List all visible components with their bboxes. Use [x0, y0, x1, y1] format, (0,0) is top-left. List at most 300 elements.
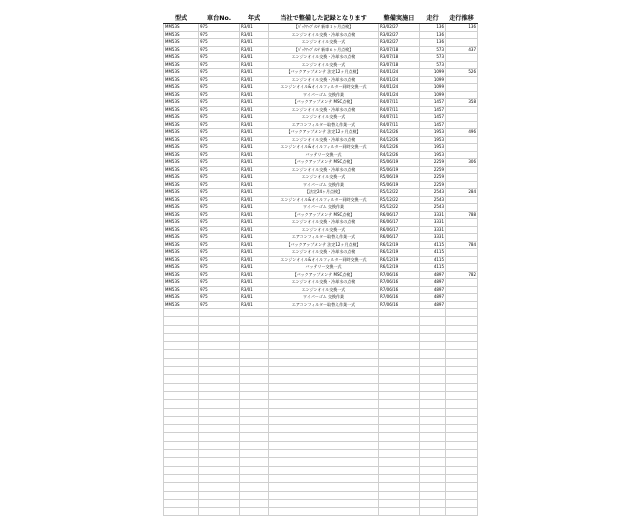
empty-row — [164, 342, 478, 350]
cell-mileage-trend: 784 — [446, 241, 478, 249]
cell-description: エアコンフィルター取替え作業一式 — [269, 121, 379, 129]
cell-mileage: 3331 — [420, 211, 446, 219]
cell-description: 【バックアップメンテ MSC点検】 — [269, 271, 379, 279]
empty-cell — [379, 325, 420, 333]
empty-cell — [379, 391, 420, 399]
empty-cell — [199, 425, 240, 433]
cell-chassis-no: 975 — [199, 234, 240, 242]
cell-description: エンジンオイル交換・冷却水の点検 — [269, 219, 379, 227]
cell-date: R4/12/26 — [379, 129, 420, 137]
empty-cell — [420, 450, 446, 458]
table-row — [164, 129, 478, 137]
cell-mileage: 2259 — [420, 166, 446, 174]
cell-description: エンジンオイル交換・冷却水の点検 — [269, 54, 379, 62]
empty-cell — [240, 499, 269, 507]
empty-cell — [269, 483, 379, 491]
empty-cell — [164, 367, 199, 375]
cell-year: R3/01 — [240, 31, 269, 39]
cell-model: MM53S — [164, 294, 199, 302]
cell-mileage-trend: 788 — [446, 211, 478, 219]
table-row — [164, 114, 478, 122]
cell-mileage: 2259 — [420, 159, 446, 167]
empty-cell — [164, 325, 199, 333]
cell-description: エンジンオイル交換・冷却水の点検 — [269, 31, 379, 39]
empty-cell — [420, 342, 446, 350]
cell-chassis-no: 975 — [199, 129, 240, 137]
table-row — [164, 279, 478, 287]
empty-cell — [446, 383, 478, 391]
header-description: 当社で整備した記録となります — [269, 11, 379, 24]
cell-chassis-no: 975 — [199, 211, 240, 219]
empty-cell — [446, 466, 478, 474]
header-row — [164, 11, 478, 24]
table-row — [164, 91, 478, 99]
cell-mileage: 1457 — [420, 106, 446, 114]
empty-cell — [446, 483, 478, 491]
empty-cell — [420, 391, 446, 399]
empty-cell — [164, 400, 199, 408]
empty-cell — [446, 391, 478, 399]
empty-cell — [379, 350, 420, 358]
cell-chassis-no: 975 — [199, 84, 240, 92]
cell-mileage-trend — [446, 219, 478, 227]
empty-cell — [446, 425, 478, 433]
cell-model: MM53S — [164, 24, 199, 32]
empty-cell — [269, 458, 379, 466]
header-year: 年式 — [240, 11, 269, 24]
cell-chassis-no: 975 — [199, 166, 240, 174]
cell-model: MM53S — [164, 114, 199, 122]
cell-date: R7/06/16 — [379, 271, 420, 279]
cell-description: 【法定24ヶ月点検】 — [269, 189, 379, 197]
cell-date: R3/07/18 — [379, 54, 420, 62]
cell-description: エンジンオイル交換・冷却水の点検 — [269, 106, 379, 114]
empty-cell — [446, 333, 478, 341]
header-mileage-trend: 走行推移 — [446, 11, 478, 24]
cell-chassis-no: 975 — [199, 46, 240, 54]
cell-mileage: 1099 — [420, 76, 446, 84]
empty-cell — [269, 309, 379, 317]
cell-date: R4/12/26 — [379, 136, 420, 144]
cell-mileage-trend — [446, 286, 478, 294]
empty-cell — [240, 433, 269, 441]
cell-mileage-trend — [446, 106, 478, 114]
cell-year: R3/01 — [240, 106, 269, 114]
cell-mileage: 573 — [420, 54, 446, 62]
table-row — [164, 166, 478, 174]
empty-cell — [446, 309, 478, 317]
cell-year: R3/01 — [240, 249, 269, 257]
cell-description: エンジンオイル交換一式 — [269, 61, 379, 69]
empty-cell — [379, 474, 420, 482]
cell-date: R3/07/18 — [379, 46, 420, 54]
cell-mileage-trend: 437 — [446, 46, 478, 54]
cell-model: MM53S — [164, 211, 199, 219]
empty-row — [164, 499, 478, 507]
empty-cell — [269, 367, 379, 375]
cell-date: R3/02/27 — [379, 24, 420, 32]
cell-description: ワイパーゴム 交換作業 — [269, 294, 379, 302]
empty-cell — [269, 441, 379, 449]
cell-mileage-trend: 306 — [446, 159, 478, 167]
empty-cell — [199, 416, 240, 424]
table-row — [164, 181, 478, 189]
empty-cell — [269, 425, 379, 433]
empty-cell — [199, 367, 240, 375]
empty-cell — [240, 416, 269, 424]
cell-mileage-trend — [446, 234, 478, 242]
cell-mileage-trend — [446, 256, 478, 264]
empty-cell — [379, 408, 420, 416]
empty-cell — [240, 491, 269, 499]
empty-cell — [420, 383, 446, 391]
header-mileage: 走行 — [420, 11, 446, 24]
empty-cell — [269, 358, 379, 366]
empty-row — [164, 391, 478, 399]
empty-cell — [379, 433, 420, 441]
cell-model: MM53S — [164, 196, 199, 204]
empty-cell — [269, 325, 379, 333]
empty-cell — [269, 350, 379, 358]
table-row — [164, 264, 478, 272]
empty-cell — [269, 342, 379, 350]
cell-date: R6/12/19 — [379, 264, 420, 272]
empty-cell — [379, 383, 420, 391]
empty-row — [164, 350, 478, 358]
empty-cell — [240, 474, 269, 482]
cell-mileage: 3331 — [420, 219, 446, 227]
cell-year: R3/01 — [240, 294, 269, 302]
cell-date: R6/06/17 — [379, 211, 420, 219]
empty-cell — [379, 317, 420, 325]
empty-cell — [379, 358, 420, 366]
cell-model: MM53S — [164, 151, 199, 159]
cell-model: MM53S — [164, 286, 199, 294]
empty-cell — [240, 408, 269, 416]
cell-model: MM53S — [164, 204, 199, 212]
cell-mileage: 1457 — [420, 121, 446, 129]
cell-model: MM53S — [164, 226, 199, 234]
cell-mileage-trend — [446, 39, 478, 47]
empty-row — [164, 383, 478, 391]
empty-cell — [199, 499, 240, 507]
empty-cell — [240, 317, 269, 325]
cell-year: R3/01 — [240, 226, 269, 234]
empty-row — [164, 375, 478, 383]
cell-year: R3/01 — [240, 91, 269, 99]
cell-mileage: 2259 — [420, 174, 446, 182]
empty-row — [164, 425, 478, 433]
table-row — [164, 144, 478, 152]
empty-cell — [269, 400, 379, 408]
cell-description: エンジンオイル交換・冷却水の点検 — [269, 166, 379, 174]
cell-chassis-no: 975 — [199, 286, 240, 294]
cell-description: エンジンオイル交換・冷却水の点検 — [269, 136, 379, 144]
table-row — [164, 84, 478, 92]
cell-chassis-no: 975 — [199, 106, 240, 114]
cell-description: バッテリー交換一式 — [269, 264, 379, 272]
empty-cell — [420, 425, 446, 433]
cell-date: R3/02/27 — [379, 39, 420, 47]
cell-chassis-no: 975 — [199, 76, 240, 84]
cell-chassis-no: 975 — [199, 99, 240, 107]
cell-year: R3/01 — [240, 136, 269, 144]
empty-cell — [199, 474, 240, 482]
empty-cell — [240, 450, 269, 458]
empty-row — [164, 400, 478, 408]
empty-cell — [164, 333, 199, 341]
cell-year: R3/01 — [240, 39, 269, 47]
cell-year: R3/01 — [240, 174, 269, 182]
empty-row — [164, 458, 478, 466]
empty-cell — [240, 325, 269, 333]
empty-cell — [420, 508, 446, 516]
empty-cell — [379, 466, 420, 474]
cell-mileage-trend: 526 — [446, 69, 478, 77]
empty-cell — [420, 491, 446, 499]
cell-description: エンジンオイル&オイルフィルター同時交換一式 — [269, 84, 379, 92]
cell-chassis-no: 975 — [199, 144, 240, 152]
empty-cell — [420, 433, 446, 441]
empty-cell — [379, 491, 420, 499]
empty-cell — [199, 400, 240, 408]
empty-cell — [240, 358, 269, 366]
cell-mileage: 1953 — [420, 144, 446, 152]
cell-year: R3/01 — [240, 271, 269, 279]
empty-cell — [420, 400, 446, 408]
empty-cell — [199, 333, 240, 341]
empty-cell — [269, 317, 379, 325]
empty-cell — [379, 309, 420, 317]
table-row — [164, 211, 478, 219]
cell-mileage-trend — [446, 279, 478, 287]
cell-date: R5/12/22 — [379, 189, 420, 197]
cell-year: R3/01 — [240, 121, 269, 129]
empty-cell — [269, 508, 379, 516]
table-row — [164, 31, 478, 39]
cell-model: MM53S — [164, 301, 199, 309]
cell-mileage-trend: 496 — [446, 129, 478, 137]
empty-row — [164, 367, 478, 375]
empty-cell — [199, 325, 240, 333]
empty-cell — [199, 483, 240, 491]
cell-model: MM53S — [164, 189, 199, 197]
cell-mileage-trend — [446, 226, 478, 234]
empty-cell — [164, 483, 199, 491]
cell-mileage: 4897 — [420, 294, 446, 302]
cell-mileage-trend — [446, 301, 478, 309]
cell-description: エンジンオイル交換・冷却水の点検 — [269, 279, 379, 287]
empty-cell — [420, 474, 446, 482]
empty-cell — [420, 499, 446, 507]
cell-description: エンジンオイル交換一式 — [269, 114, 379, 122]
empty-cell — [446, 375, 478, 383]
empty-cell — [199, 441, 240, 449]
table-row — [164, 106, 478, 114]
cell-model: MM53S — [164, 234, 199, 242]
cell-year: R3/01 — [240, 69, 269, 77]
cell-model: MM53S — [164, 61, 199, 69]
cell-chassis-no: 975 — [199, 61, 240, 69]
cell-year: R3/01 — [240, 159, 269, 167]
cell-mileage-trend — [446, 204, 478, 212]
cell-model: MM53S — [164, 264, 199, 272]
empty-cell — [164, 317, 199, 325]
empty-row — [164, 309, 478, 317]
empty-cell — [164, 342, 199, 350]
cell-year: R3/01 — [240, 54, 269, 62]
cell-date: R4/12/26 — [379, 151, 420, 159]
cell-mileage: 2543 — [420, 189, 446, 197]
cell-mileage: 136 — [420, 39, 446, 47]
empty-cell — [420, 358, 446, 366]
table-row — [164, 226, 478, 234]
cell-chassis-no: 975 — [199, 54, 240, 62]
cell-chassis-no: 975 — [199, 39, 240, 47]
cell-date: R4/07/11 — [379, 99, 420, 107]
header-chassis-no: 車台No. — [199, 11, 240, 24]
cell-chassis-no: 975 — [199, 159, 240, 167]
cell-mileage: 4897 — [420, 301, 446, 309]
cell-year: R3/01 — [240, 114, 269, 122]
table-body — [164, 24, 478, 516]
cell-date: R7/06/16 — [379, 286, 420, 294]
cell-description: エンジンオイル交換・冷却水の点検 — [269, 249, 379, 257]
cell-chassis-no: 975 — [199, 31, 240, 39]
cell-year: R3/01 — [240, 211, 269, 219]
empty-cell — [199, 342, 240, 350]
cell-description: 【バックアップメンテ MSC点検】 — [269, 99, 379, 107]
empty-cell — [269, 333, 379, 341]
table-row — [164, 99, 478, 107]
table-row — [164, 159, 478, 167]
empty-cell — [420, 441, 446, 449]
cell-mileage-trend: 136 — [446, 24, 478, 32]
empty-cell — [240, 400, 269, 408]
cell-year: R3/01 — [240, 76, 269, 84]
cell-year: R3/01 — [240, 204, 269, 212]
empty-cell — [269, 499, 379, 507]
empty-cell — [379, 458, 420, 466]
cell-date: R3/02/27 — [379, 31, 420, 39]
cell-chassis-no: 975 — [199, 174, 240, 182]
cell-date: R4/07/11 — [379, 114, 420, 122]
empty-cell — [446, 433, 478, 441]
maintenance-table — [163, 11, 478, 516]
cell-mileage-trend — [446, 114, 478, 122]
cell-date: R5/06/19 — [379, 174, 420, 182]
table-row — [164, 39, 478, 47]
cell-year: R3/01 — [240, 181, 269, 189]
cell-date: R5/12/22 — [379, 204, 420, 212]
table-row — [164, 136, 478, 144]
empty-cell — [420, 317, 446, 325]
table-row — [164, 256, 478, 264]
cell-description: ワイパーゴム 交換作業 — [269, 204, 379, 212]
empty-cell — [446, 400, 478, 408]
cell-chassis-no: 975 — [199, 196, 240, 204]
empty-cell — [199, 391, 240, 399]
cell-description: 【ﾊﾞｯｸｱｯﾌﾟﾒﾝﾃ 新車１ヶ月点検】 — [269, 24, 379, 32]
cell-model: MM53S — [164, 219, 199, 227]
empty-cell — [269, 391, 379, 399]
cell-model: MM53S — [164, 256, 199, 264]
empty-cell — [199, 408, 240, 416]
cell-chassis-no: 975 — [199, 279, 240, 287]
empty-cell — [420, 309, 446, 317]
empty-cell — [446, 350, 478, 358]
cell-model: MM53S — [164, 271, 199, 279]
empty-cell — [164, 425, 199, 433]
cell-chassis-no: 975 — [199, 69, 240, 77]
cell-mileage: 1099 — [420, 84, 446, 92]
cell-description: エアコンフィルター取替え作業一式 — [269, 234, 379, 242]
table-row — [164, 24, 478, 32]
empty-cell — [379, 367, 420, 375]
header-model: 型式 — [164, 11, 199, 24]
empty-cell — [379, 508, 420, 516]
cell-date: R7/06/16 — [379, 301, 420, 309]
cell-mileage-trend — [446, 54, 478, 62]
cell-mileage-trend — [446, 181, 478, 189]
empty-cell — [379, 342, 420, 350]
empty-cell — [164, 309, 199, 317]
cell-mileage-trend — [446, 174, 478, 182]
cell-year: R3/01 — [240, 24, 269, 32]
cell-description: 【バックアップメンテ MSC点検】 — [269, 159, 379, 167]
cell-date: R4/01/24 — [379, 69, 420, 77]
cell-model: MM53S — [164, 144, 199, 152]
empty-cell — [199, 458, 240, 466]
cell-mileage: 573 — [420, 46, 446, 54]
empty-cell — [446, 499, 478, 507]
cell-mileage: 4115 — [420, 249, 446, 257]
empty-cell — [379, 333, 420, 341]
cell-mileage-trend — [446, 136, 478, 144]
empty-cell — [446, 342, 478, 350]
cell-description: エンジンオイル&オイルフィルター同時交換一式 — [269, 256, 379, 264]
empty-cell — [240, 425, 269, 433]
cell-date: R7/06/16 — [379, 279, 420, 287]
cell-chassis-no: 975 — [199, 181, 240, 189]
cell-chassis-no: 975 — [199, 189, 240, 197]
empty-cell — [379, 483, 420, 491]
cell-date: R4/01/24 — [379, 91, 420, 99]
empty-cell — [269, 474, 379, 482]
empty-cell — [420, 416, 446, 424]
cell-mileage: 1457 — [420, 99, 446, 107]
empty-cell — [446, 441, 478, 449]
cell-date: R6/12/19 — [379, 249, 420, 257]
cell-mileage: 4115 — [420, 264, 446, 272]
empty-cell — [379, 400, 420, 408]
empty-cell — [199, 450, 240, 458]
cell-mileage-trend: 358 — [446, 99, 478, 107]
cell-description: 【バックアップメンテ 法定12ヶ月点検】 — [269, 129, 379, 137]
empty-row — [164, 474, 478, 482]
empty-cell — [269, 450, 379, 458]
empty-cell — [420, 325, 446, 333]
cell-year: R3/01 — [240, 196, 269, 204]
cell-date: R6/06/17 — [379, 234, 420, 242]
cell-model: MM53S — [164, 181, 199, 189]
cell-chassis-no: 975 — [199, 219, 240, 227]
empty-cell — [199, 309, 240, 317]
cell-date: R6/06/17 — [379, 219, 420, 227]
cell-model: MM53S — [164, 46, 199, 54]
cell-mileage: 2259 — [420, 181, 446, 189]
cell-model: MM53S — [164, 31, 199, 39]
